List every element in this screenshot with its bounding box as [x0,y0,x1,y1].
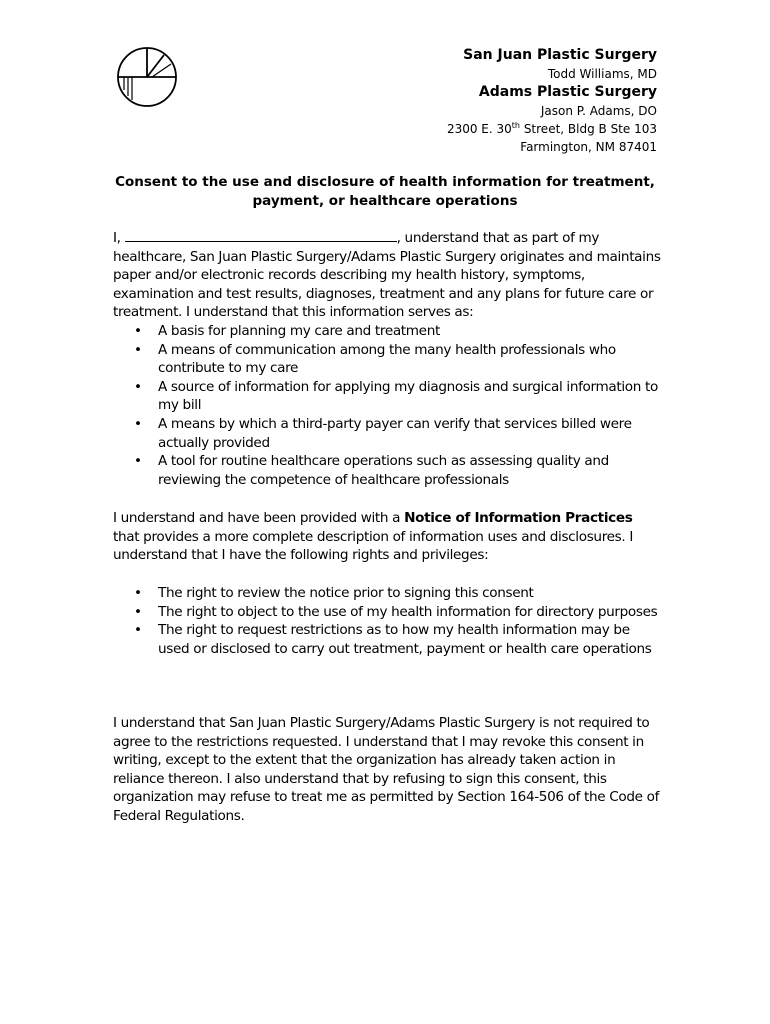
list-item: • A means by which a third-party payer can verify that services billed were actually provided [134,415,632,451]
letterhead [447,46,657,156]
city-state-zip: Farmington, NM 87401 [520,140,657,154]
notice-paragraph: I understand and have been provided with a Notice of Information Practices that provides a more complete description of information uses and disclosures. I understand that I have the following rights and privileges: [113,510,633,564]
street-address: 2300 E. 30th Street, Bldg B Ste 103 [446,121,657,136]
list-item: • A means of communication among the many health professionals who contribute to my care [134,341,616,377]
rights-list [113,584,663,658]
bullet-icon: • [134,622,142,639]
patient-name-blank[interactable] [125,229,397,242]
list-item: • The right to review the notice prior to signing this consent [134,585,534,601]
bullet-icon: • [134,453,142,470]
document-title: Consent to the use and disclosure of health information for treatment, payment, or healthcare operations [115,174,655,209]
bullet-icon: • [134,585,142,601]
physician-1: Todd Williams, MD [547,67,657,81]
list-item: • The right to object to the use of my health information for directory purposes [134,603,658,620]
practice-name-1: San Juan Plastic Surgery [463,47,657,63]
practice-logo [116,46,178,108]
intro-paragraph: I, , understand that as part of my healthcare, San Juan Plastic Surgery/Adams Plastic Surgery originates and maintains paper and/or electronic records describing my health history, symptoms, examination and test results, diagnoses, treatment and any plans for future care or treatment. I understand that this information serves as: [113,230,661,321]
list-item: • A tool for routine healthcare operations such as assessing quality and reviewing the competence of healthcare professionals [134,453,609,488]
practice-name-2: Adams Plastic Surgery [478,84,657,100]
bullet-icon: • [134,415,142,432]
list-item: • A basis for planning my care and treatment [134,323,440,339]
bullet-icon: • [134,341,142,358]
bullet-icon: • [134,323,142,339]
purposes-list [113,322,663,489]
bullet-icon: • [134,603,142,620]
list-item: • A source of information for applying my diagnosis and surgical information to my bill [134,378,658,414]
physician-2: Jason P. Adams, DO [540,104,657,118]
list-item: • The right to request restrictions as to how my health information may be used or disclosed to carry out treatment, payment or health care operations [134,622,652,657]
closing-paragraph: I understand that San Juan Plastic Surgery/Adams Plastic Surgery is not required to agree to the restrictions requested. I understand that I may revoke this consent in writing, except to the extent that the organization has already taken action in reliance thereon. I also understand that by refusing to sign this consent, this organization may refuse to treat me as permitted by Section 164-506 of the Code of Federal Regulations. [113,715,660,824]
bullet-icon: • [134,378,142,395]
notice-title: Notice of Information Practices [404,510,633,526]
